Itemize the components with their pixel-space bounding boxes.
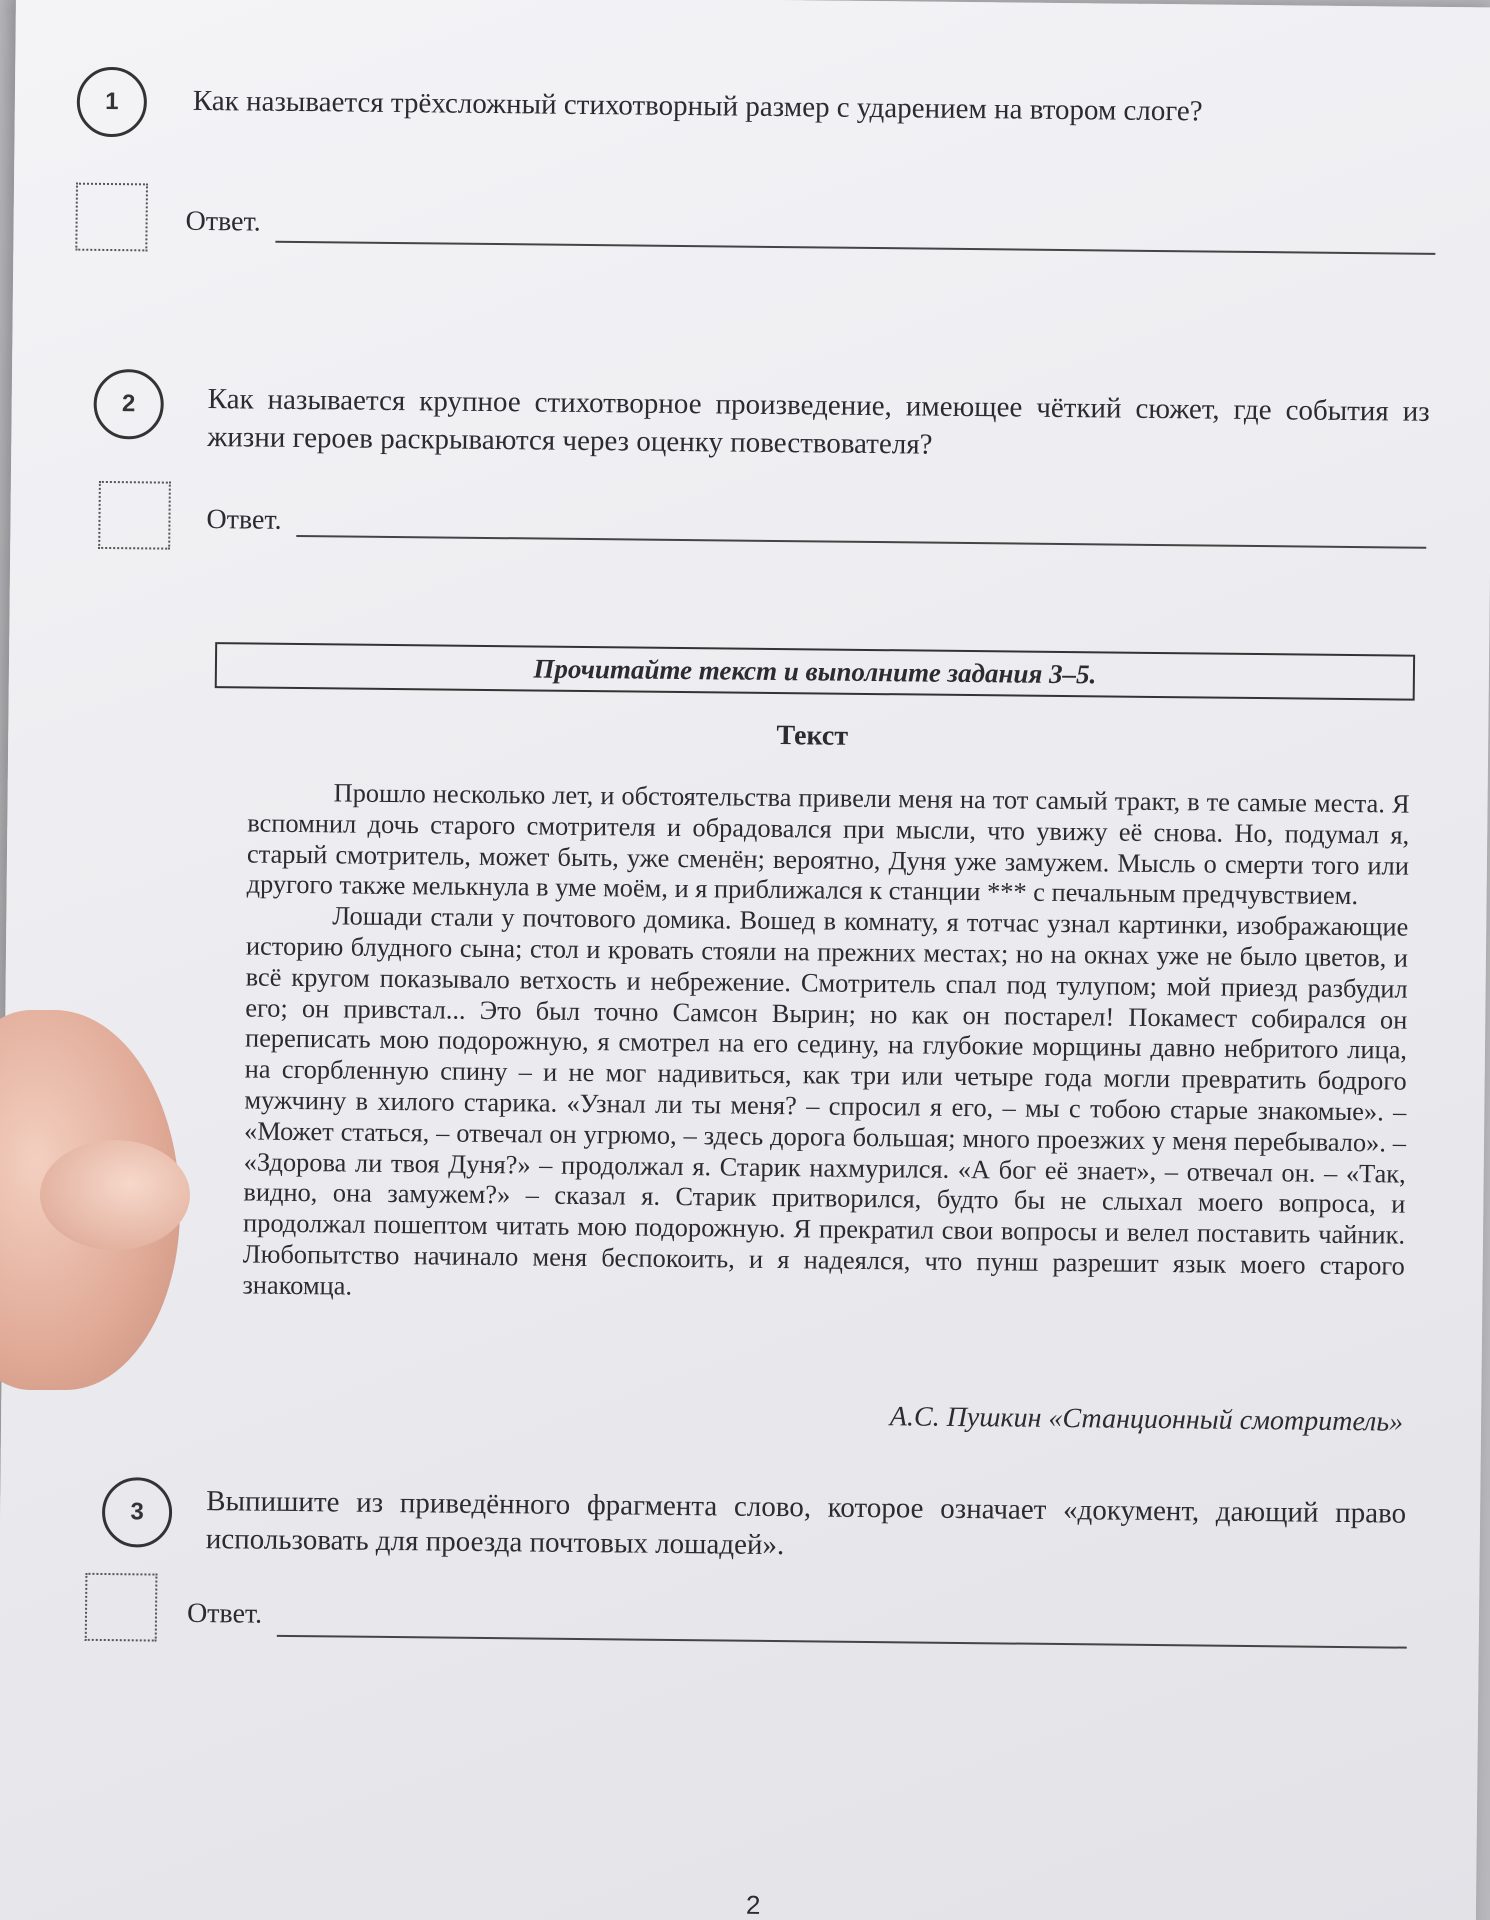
task-3-answer-label: Ответ.: [186, 1597, 263, 1630]
text-title: Текст: [776, 720, 849, 752]
task-1-number: 1: [76, 67, 147, 138]
task-1-answer-box[interactable]: [75, 183, 148, 252]
task-1-question: Как называется трёхсложный стихотворный размер с ударением на втором слоге?: [192, 84, 1203, 128]
passage-paragraph-1: Прошло несколько лет, и обстоятельства привели меня на тот самый тракт, в те самые места. Я вспомнил дочь старого смотрителя и обрадовался при мысли, что увижу её снова. Но, подумал я, старый смотритель, может быть, уже сменён; вероятно, Дуня уже замужем. Мысль о смерти того или другого также мелькнула в уме моём, и я приближался к станции *** с печальным предчувствием.: [246, 777, 1410, 911]
page-number: 2: [745, 1889, 761, 1920]
thumb: [40, 1140, 190, 1250]
task-2-number: 2: [93, 369, 164, 440]
task-3-question: Выпишите из приведённого фрагмента слово, которое означает «документ, дающий право использовать для проезда почтовых лошадей».: [205, 1485, 1407, 1562]
task-3-number: 3: [102, 1477, 173, 1548]
task-2-question: Как называется крупное стихотворное произведение, имеющее чёткий сюжет, где события из жизни героев раскрываются через оценку повествователя?: [207, 383, 1430, 461]
passage: [242, 776, 1409, 1312]
instruction-banner: Прочитайте текст и выполните задания 3–5.: [215, 642, 1415, 701]
passage-paragraph-2: Лошади стали у почтового домика. Вошед в комнату, я тотчас узнал картинки, изображающие историю блудного сына; стол и кровать стояли на прежних местах; но на окнах уже не было цветов, и всё кругом показывало ветхость и небрежение. Смотритель спал под тулупом; мой приезд разбудил его; он привстал... Это был точно Самсон Вырин; но как он постарел! Покамест собирался он переписать мою подорожную, я смотрел на его седину, на глубокие морщины давно небритого лица, на сгорбленную спину – и не мог надивиться, как три или четыре года могли превратить бодрого мужчину в хилого старика. «Узнал ли ты меня? – спросил я его, – мы с тобою старые знакомые». – «Может статься, – отвечал он угрюмо, – здесь дорога большая; много проезжих у меня перебывало». – «Здорова ли твоя Дуня?» – продолжал я. Старик нахмурился. «А бог её знает», – отвечал он. – «Так, видно, она замужем?» – сказал я. Старик притворился, будто бы не слыхал моего вопроса, и продолжал пошептом читать мою подорожную. Я прекратил свои вопросы и велел поставить чайник. Любопытство начинало меня беспокоить, и я надеялся, что пунш разрешит язык моего старого знакомца.: [242, 900, 1409, 1301]
task-2-answer-line[interactable]: [296, 535, 1426, 549]
source-attribution: А.С. Пушкин «Станционный смотритель»: [889, 1401, 1404, 1438]
task-2-answer-label: Ответ.: [206, 504, 282, 536]
task-1-answer-line[interactable]: [275, 241, 1435, 255]
task-3-answer-line[interactable]: [277, 1635, 1407, 1649]
task-1-answer-label: Ответ.: [185, 205, 261, 238]
task-2-answer-box[interactable]: [98, 481, 171, 550]
task-3-answer-box[interactable]: [85, 1573, 158, 1642]
